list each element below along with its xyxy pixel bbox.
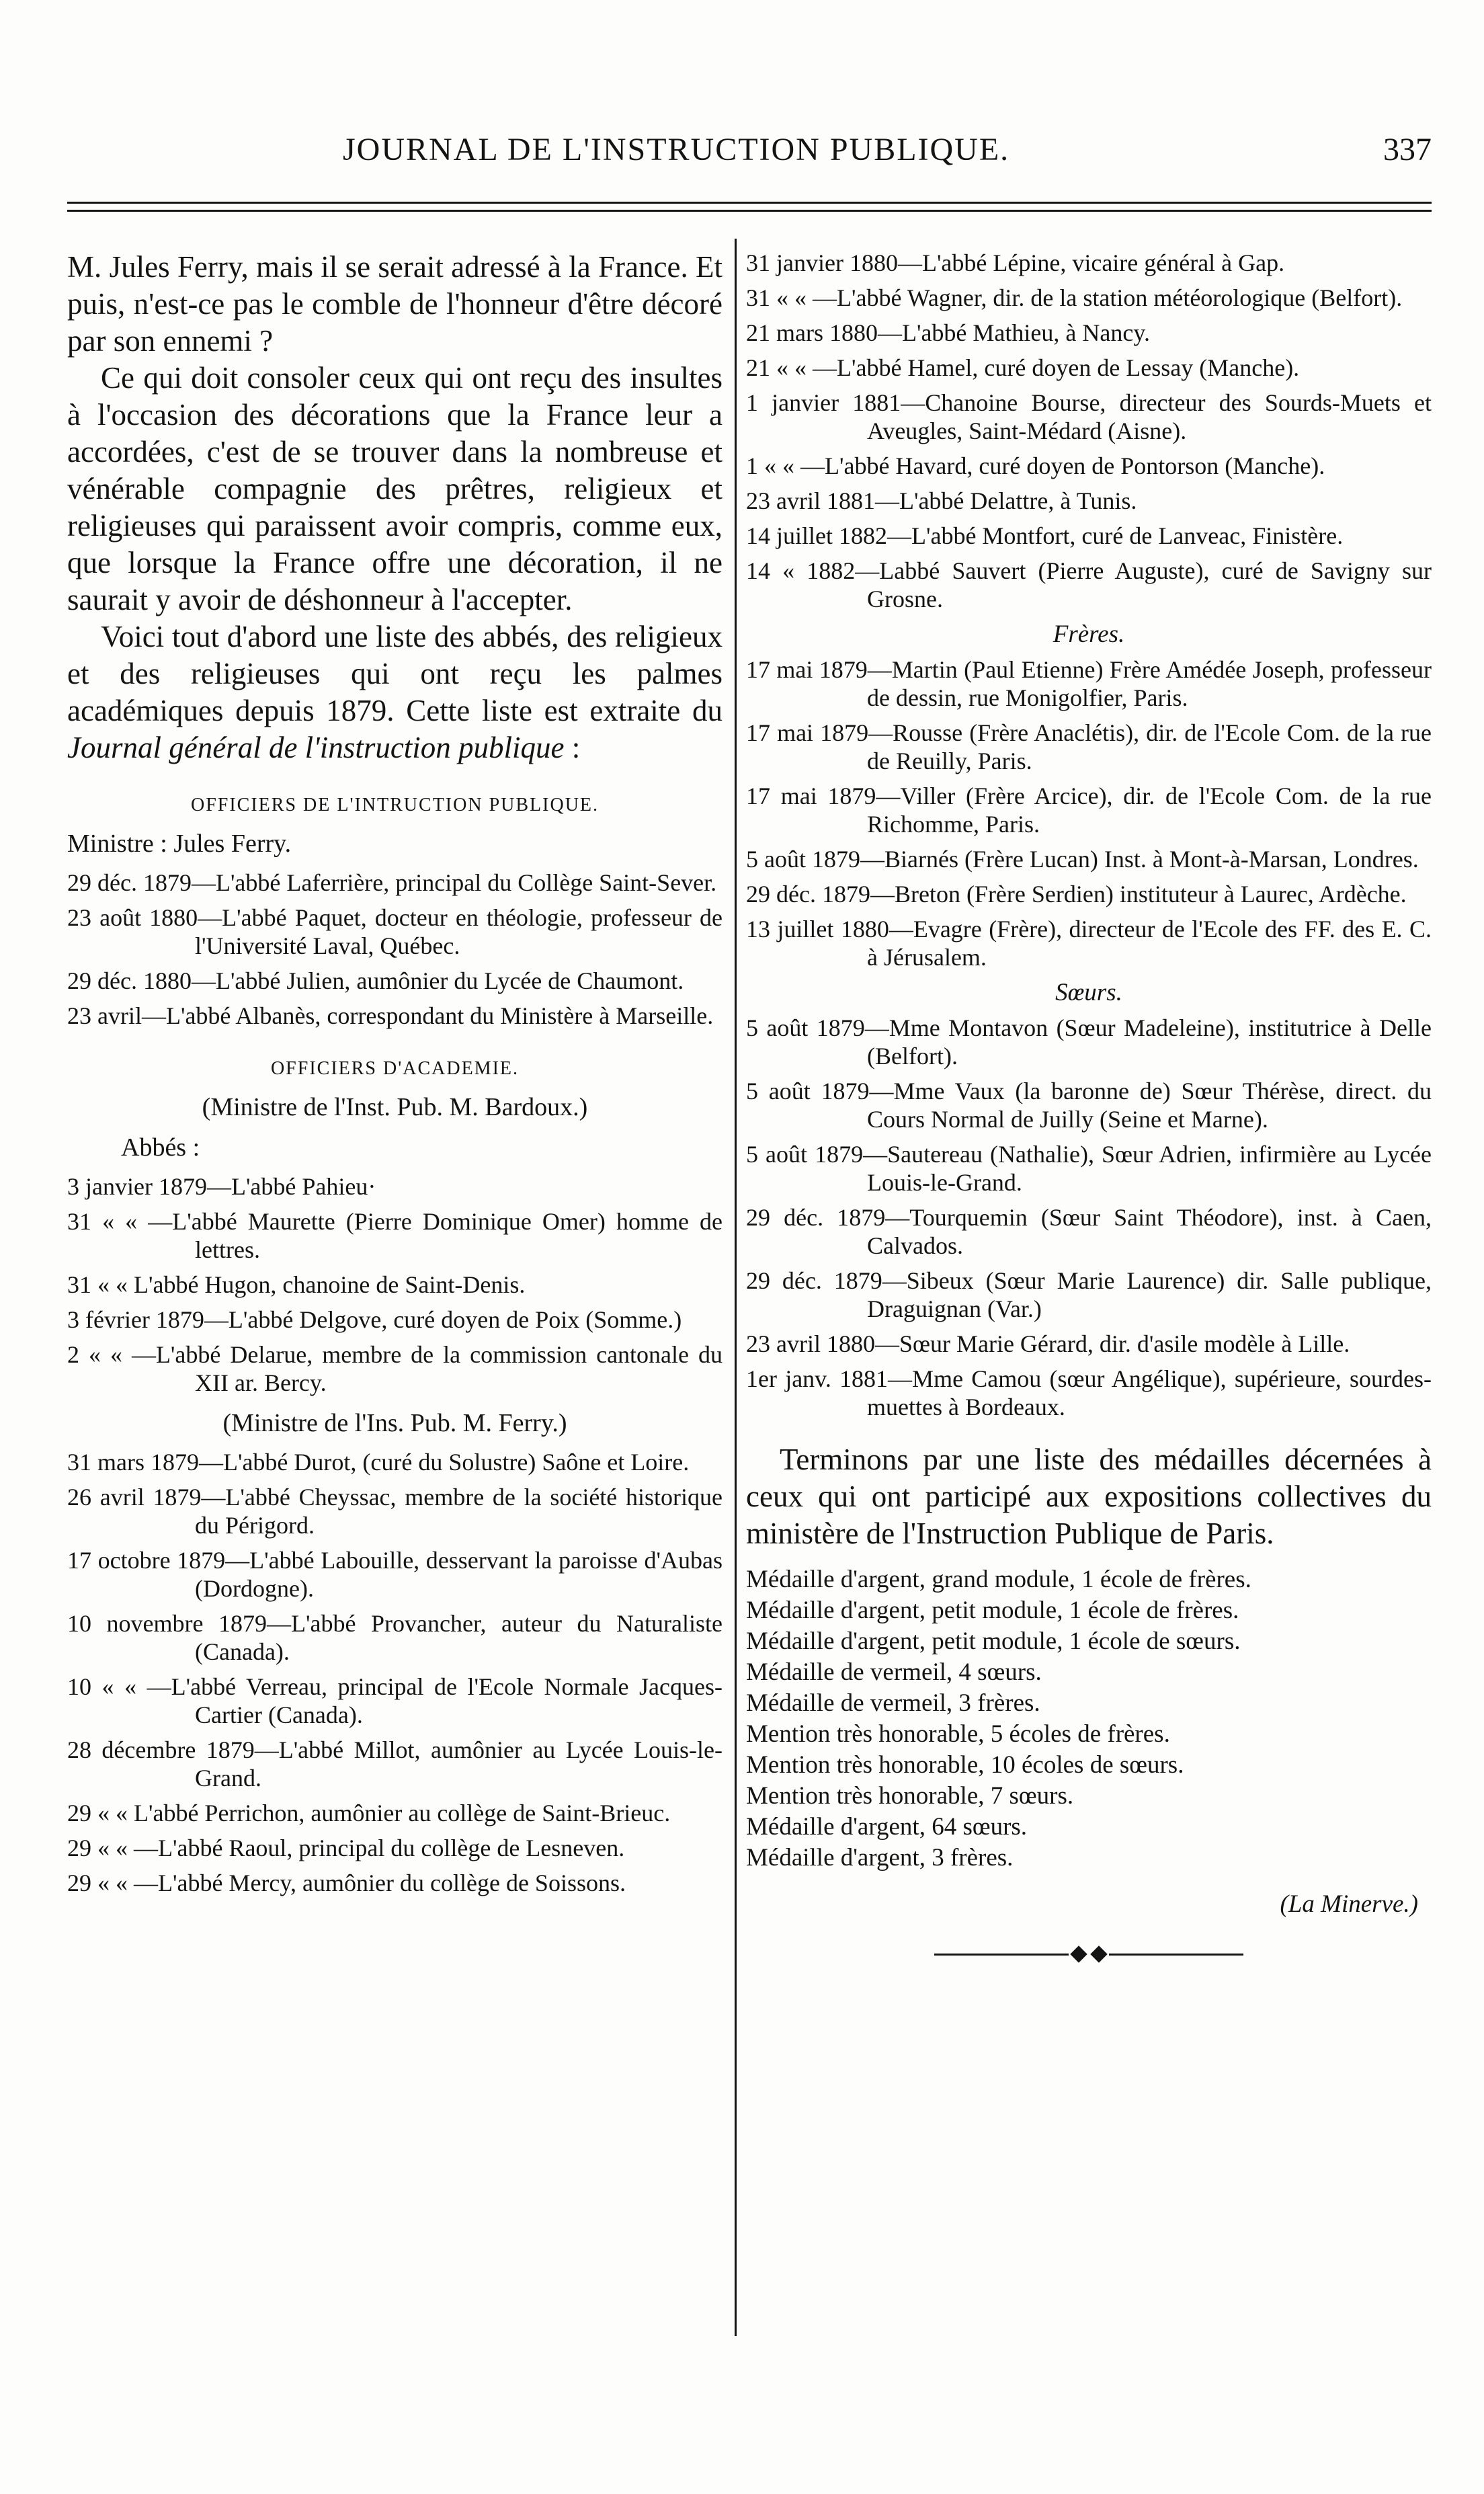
abbes-label: Abbés : [121, 1133, 200, 1162]
list-item: 29 déc. 1879—Breton (Frère Serdien) instituteur à Laurec, Ardèche. [746, 881, 1407, 908]
list-item: 1 janvier 1881—Chanoine Bourse, directeur des Sourds-Muets et Aveugles, Saint-Médard (Aisne). [746, 389, 1432, 444]
paragraph-2: Ce qui doit consoler ceux qui ont reçu des insultes à l'occasion des décorations que la France leur a accordées, c'est de se trouver dans la nombreuse et vénérable compagnie des prêtres, religieux et religieuses qui paraissent avoir compris, comme eux, que lorsque la France offre une décoration, il ne saurait y avoir de déshonneur à l'accepter. [67, 361, 723, 616]
heading-officiers-academie: OFFICIERS D'ACADEMIE. [270, 1058, 520, 1079]
list-item: Médaille d'argent, petit module, 1 école de sœurs. [746, 1627, 1241, 1655]
list-item: Mention très honorable, 10 écoles de sœurs. [746, 1751, 1184, 1779]
list-item: 17 octobre 1879—L'abbé Labouille, desservant la paroisse d'Aubas (Dordogne). [67, 1547, 723, 1602]
list-item: 29 déc. 1879—Sibeux (Sœur Marie Laurence) dir. Salle publique, Draguignan (Var.) [746, 1267, 1432, 1322]
list-item: Médaille d'argent, 3 frères. [746, 1844, 1014, 1872]
list-item: Médaille de vermeil, 3 frères. [746, 1689, 1040, 1717]
ornament-line-left [934, 1954, 1069, 1956]
journal-title: JOURNAL DE L'INSTRUCTION PUBLIQUE. [343, 132, 1010, 167]
ministre-ferry-2: (Ministre de l'Ins. Pub. M. Ferry.) [222, 1409, 567, 1437]
list-item: Médaille d'argent, 64 sœurs. [746, 1813, 1028, 1841]
header-rule-bottom [67, 210, 1432, 212]
intro-text: Voici tout d'abord une liste des abbés, des religieux et des religieuses qui ont reçu les palmes académiques depuis 1879. Cette liste est extraite du [67, 620, 723, 727]
list-item: Mention très honorable, 7 sœurs. [746, 1782, 1074, 1810]
list-item: 21 « « —L'abbé Hamel, curé doyen de Lessay (Manche). [746, 354, 1300, 381]
ornament-diamond-icon [1070, 1945, 1087, 1962]
list-item: 1 « « —L'abbé Havard, curé doyen de Pontorson (Manche). [746, 452, 1325, 479]
list-item: 29 « « L'abbé Perrichon, aumônier au collège de Saint-Brieuc. [67, 1800, 671, 1826]
list-item: Médaille d'argent, grand module, 1 école de frères. [746, 1566, 1251, 1593]
list-item: 29 déc. 1879—L'abbé Laferrière, principal du Collège Saint-Sever. [67, 869, 717, 896]
list-item: 10 novembre 1879—L'abbé Provancher, auteur du Naturaliste (Canada). [67, 1610, 723, 1665]
column-divider [735, 239, 737, 2336]
running-header [67, 131, 1432, 185]
list-item: 5 août 1879—Mme Vaux (la baronne de) Sœur Thérèse, direct. du Cours Normal de Juilly (Seine et Marne). [746, 1078, 1432, 1133]
list-item: 23 avril 1881—L'abbé Delattre, à Tunis. [746, 487, 1137, 514]
list-item: 2 « « —L'abbé Delarue, membre de la commission cantonale du XII ar. Bercy. [67, 1341, 723, 1396]
left-column [67, 249, 723, 1904]
list-item: 29 déc. 1879—Tourquemin (Sœur Saint Théodore), inst. à Caen, Calvados. [746, 1204, 1432, 1259]
list-item: 23 avril 1880—Sœur Marie Gérard, dir. d'asile modèle à Lille. [746, 1330, 1350, 1357]
heading-soeurs: Sœurs. [1055, 979, 1122, 1006]
page-number: 337 [1383, 132, 1432, 167]
list-item: 26 avril 1879—L'abbé Cheyssac, membre de la société historique du Périgord. [67, 1484, 723, 1539]
ministre-ferry: Ministre : Jules Ferry. [67, 830, 292, 858]
list-item: 14 juillet 1882—L'abbé Montfort, curé de Lanveac, Finistère. [746, 522, 1344, 549]
right-column [746, 249, 1432, 1960]
list-item: 5 août 1879—Sautereau (Nathalie), Sœur Adrien, infirmière au Lycée Louis-le-Grand. [746, 1141, 1432, 1196]
heading-officiers-instruction: OFFICIERS DE L'INTRUCTION PUBLIQUE. [190, 795, 600, 815]
list-item: 5 août 1879—Mme Montavon (Sœur Madeleine), institutrice à Delle (Belfort). [746, 1014, 1432, 1070]
ornament-line-right [1109, 1954, 1243, 1956]
list-item: Mention très honorable, 5 écoles de frères. [746, 1720, 1170, 1748]
paragraph-intro [67, 618, 723, 766]
source-attribution: (La Minerve.) [1280, 1890, 1418, 1918]
list-item: 14 « 1882—Labbé Sauvert (Pierre Auguste), curé de Savigny sur Grosne. [746, 557, 1432, 612]
list-item: 31 « « —L'abbé Maurette (Pierre Dominique Omer) homme de lettres. [67, 1208, 723, 1263]
list-item: 5 août 1879—Biarnés (Frère Lucan) Inst. à Mont-à-Marsan, Londres. [746, 846, 1419, 873]
list-item: 29 « « —L'abbé Raoul, principal du collège de Lesneven. [67, 1835, 625, 1861]
list-item: 10 « « —L'abbé Verreau, principal de l'Ecole Normale Jacques-Cartier (Canada). [67, 1673, 723, 1728]
end-ornament [746, 1948, 1432, 1960]
list-item: 31 « « L'abbé Hugon, chanoine de Saint-Denis. [67, 1271, 526, 1298]
list-item: 31 mars 1879—L'abbé Durot, (curé du Solustre) Saône et Loire. [67, 1449, 690, 1476]
list-item: 31 « « —L'abbé Wagner, dir. de la station météorologique (Belfort). [746, 284, 1403, 311]
header-rule-top [67, 202, 1432, 204]
heading-freres: Frères. [1053, 620, 1125, 648]
list-item: 28 décembre 1879—L'abbé Millot, aumônier au Lycée Louis-le-Grand. [67, 1736, 723, 1792]
list-item: 17 mai 1879—Martin (Paul Etienne) Frère Amédée Joseph, professeur de dessin, rue Monigolfier, Paris. [746, 656, 1432, 711]
list-item: 17 mai 1879—Viller (Frère Arcice), dir. de l'Ecole Com. de la rue Richomme, Paris. [746, 782, 1432, 838]
list-item: 23 avril—L'abbé Albanès, correspondant du Ministère à Marseille. [67, 1002, 714, 1029]
list-item: 1er janv. 1881—Mme Camou (sœur Angélique), supérieure, sourdes-muettes à Bordeaux. [746, 1365, 1432, 1420]
list-item: 3 février 1879—L'abbé Delgove, curé doyen de Poix (Somme.) [67, 1306, 682, 1333]
list-item: 17 mai 1879—Rousse (Frère Anaclétis), dir. de l'Ecole Com. de la rue de Reuilly, Paris. [746, 719, 1432, 774]
list-item: Médaille d'argent, petit module, 1 école de frères. [746, 1597, 1239, 1624]
ornament-diamond-icon [1090, 1945, 1107, 1962]
list-item: 13 juillet 1880—Evagre (Frère), directeur de l'Ecole des FF. des E. C. à Jérusalem. [746, 916, 1432, 971]
medals-list [746, 1566, 1432, 1872]
intro-journal-title: Journal général de l'instruction publique [67, 731, 565, 764]
list-item: Médaille de vermeil, 4 sœurs. [746, 1658, 1042, 1686]
ministre-bardoux: (Ministre de l'Inst. Pub. M. Bardoux.) [202, 1093, 588, 1121]
intro-end: : [564, 731, 581, 764]
list-item: 29 déc. 1880—L'abbé Julien, aumônier du Lycée de Chaumont. [67, 967, 684, 994]
list-item: 3 janvier 1879—L'abbé Pahieu· [67, 1173, 376, 1200]
list-item: 23 août 1880—L'abbé Paquet, docteur en théologie, professeur de l'Université Laval, Québec. [67, 904, 723, 959]
list-item: 21 mars 1880—L'abbé Mathieu, à Nancy. [746, 319, 1150, 346]
list-item: 29 « « —L'abbé Mercy, aumônier du collège de Soissons. [67, 1869, 626, 1896]
paragraph-1: M. Jules Ferry, mais il se serait adressé à la France. Et puis, n'est-ce pas le comble de l'honneur d'être décoré par son ennemi ? [67, 250, 723, 358]
closing-paragraph: Terminons par une liste des médailles décernées à ceux qui ont participé aux expositions collectives du ministère de l'Instruction Publique de Paris. [746, 1443, 1432, 1550]
list-item: 31 janvier 1880—L'abbé Lépine, vicaire général à Gap. [746, 249, 1285, 276]
